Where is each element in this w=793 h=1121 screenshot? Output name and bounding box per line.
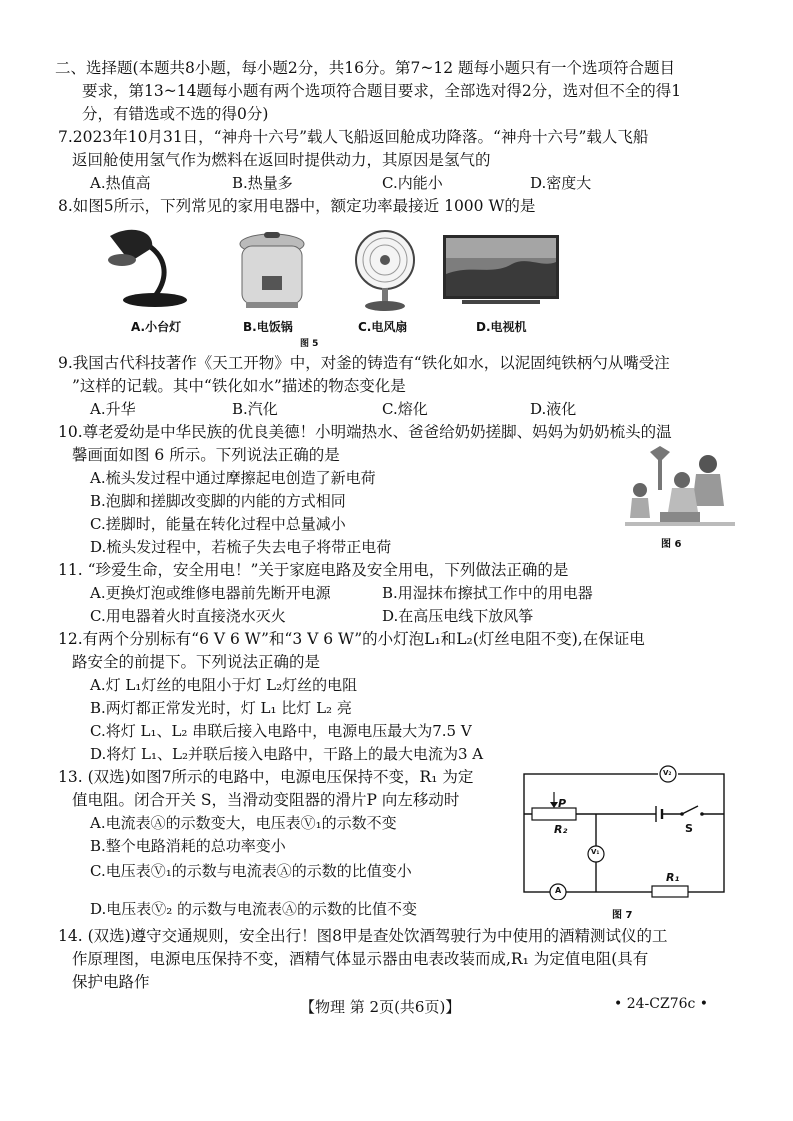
label-a: A (555, 886, 562, 895)
figure-6-label: 图 6 (661, 539, 682, 550)
q13-option-b: B.整个电路消耗的总功率变小 (90, 837, 286, 855)
q11-stem-line-1: 11. “珍爱生命，安全用电！”关于家庭电路及安全用电，下列做法正确的是 (58, 561, 569, 579)
section-title-line-3: 分，有错选或不选的得0分) (82, 105, 269, 123)
q8-stem-line-1: 8.如图5所示，下列常见的家用电器中，额定功率最接近 1000 W的是 (58, 197, 536, 215)
q9-option-c: C.熔化 (382, 400, 428, 418)
q9-stem-line-1: 9.我国古代科技著作《天工开物》中，对釜的铸造有“铁化如水，以泥固纯铁柄勺从嘴受注 (58, 354, 670, 372)
q13-option-a: A.电流表Ⓐ的示数变大，电压表Ⓥ₁的示数不变 (90, 814, 397, 832)
family-illustration-image (620, 442, 740, 528)
q7-option-a: A.热值高 (90, 174, 151, 192)
circuit-diagram-figure-7 (516, 762, 732, 900)
q13-option-c: C.电压表Ⓥ₁的示数与电流表Ⓐ的示数的比值变小 (90, 862, 412, 880)
q10-option-a: A.梳头发过程中通过摩擦起电创造了新电荷 (90, 469, 376, 487)
q12-option-a: A.灯 L₁灯丝的电阻小于灯 L₂灯丝的电阻 (90, 676, 358, 694)
q10-option-d: D.梳头发过程中，若梳子失去电子将带正电荷 (90, 538, 392, 556)
electric-fan-image (350, 228, 420, 312)
section-title-line-2: 要求，第13~14题每小题有两个选项符合题目要求，全部选对得2分，选对但不全的得1 (82, 82, 682, 100)
rheostat-r2-icon (532, 808, 576, 820)
q9-option-d: D.液化 (530, 400, 577, 418)
section-title-line-1: 二、选择题(本题共8小题，每小题2分，共16分。第7~12 题每小题只有一个选项符合题目 (55, 59, 675, 77)
q11-option-c: C.用电器着火时直接浇水灭火 (90, 607, 286, 625)
q8-caption-c: C.电风扇 (358, 320, 408, 334)
q12-option-b: B.两灯都正常发光时，灯 L₁ 比灯 L₂ 亮 (90, 699, 352, 717)
q10-stem-line-1: 10.尊老爱幼是中华民族的优良美德！小明端热水、爸爸给奶奶搓脚、妈妈为奶奶梳头的温 (58, 423, 672, 441)
q7-option-b: B.热量多 (232, 174, 293, 192)
q8-caption-b: B.电饭锅 (243, 320, 293, 334)
q9-option-b: B.汽化 (232, 400, 278, 418)
label-r1: R₁ (666, 871, 680, 884)
figure-7-label: 图 7 (612, 910, 633, 921)
q8-caption-a: A.小台灯 (131, 320, 182, 334)
q11-option-d: D.在高压电线下放风筝 (382, 607, 534, 625)
q13-stem-line-1: 13. (双选)如图7所示的电路中，电源电压保持不变，R₁ 为定 (58, 768, 474, 786)
resistor-r1-icon (652, 886, 688, 897)
q8-caption-d: D.电视机 (476, 320, 527, 334)
label-s: S (685, 822, 693, 835)
q11-option-a: A.更换灯泡或维修电器前先断开电源 (90, 584, 331, 602)
q12-option-d: D.将灯 L₁、L₂并联后接入电路中，干路上的最大电流为3 A (90, 745, 484, 763)
q14-stem-line-1: 14. (双选)遵守交通规则，安全出行！图8甲是查处饮酒驾驶行为中使用的酒精测试仪的工 (58, 927, 668, 945)
label-r2: R₂ (554, 823, 568, 836)
q13-stem-line-2: 值电阻。闭合开关 S，当滑动变阻器的滑片P 向左移动时 (72, 791, 460, 809)
q10-stem-line-2: 馨画面如图 6 所示。下列说法正确的是 (72, 446, 340, 464)
page-footer-code: • 24-CZ76c • (614, 996, 709, 1012)
q7-stem-line-1: 7.2023年10月31日，“神舟十六号”载人飞船返回舱成功降落。“神舟十六号”载人飞船 (58, 128, 649, 146)
television-image (442, 234, 560, 306)
q9-option-a: A.升华 (90, 400, 136, 418)
q9-stem-line-2: ”这样的记载。其中“铁化如水”描述的物态变化是 (72, 377, 406, 395)
label-v1: V₁ (591, 848, 600, 856)
page-footer-center: 【物理 第 2页(共6页)】 (300, 998, 461, 1016)
label-p: P (558, 797, 567, 810)
q14-stem-line-2: 作原理图，电源电压保持不变，酒精气体显示器由电表改装而成,R₁ 为定值电阻(具有 (72, 950, 649, 968)
desk-lamp-image (100, 226, 200, 312)
q7-stem-line-2: 返回舱使用氢气作为燃料在返回时提供动力，其原因是氢气的 (72, 151, 491, 169)
q12-option-c: C.将灯 L₁、L₂ 串联后接入电路中，电源电压最大为7.5 V (90, 722, 472, 740)
figure-5-label: 图 5 (300, 339, 319, 349)
q13-option-d: D.电压表Ⓥ₂ 的示数与电流表Ⓐ的示数的比值不变 (90, 900, 418, 918)
q12-stem-line-2: 路安全的前提下。下列说法正确的是 (72, 653, 321, 671)
q7-option-c: C.内能小 (382, 174, 443, 192)
q11-option-b: B.用湿抹布擦拭工作中的用电器 (382, 584, 593, 602)
q10-option-b: B.泡脚和搓脚改变脚的内能的方式相同 (90, 492, 346, 510)
label-v2: V₂ (663, 769, 672, 777)
q10-option-c: C.搓脚时，能量在转化过程中总量减小 (90, 515, 346, 533)
rice-cooker-image (236, 230, 308, 312)
q14-stem-line-3: 保护电路作 (72, 973, 150, 991)
q12-stem-line-1: 12.有两个分别标有“6 V 6 W”和“3 V 6 W”的小灯泡L₁和L₂(灯丝电阻不变),在保证电 (58, 630, 645, 648)
q7-option-d: D.密度大 (530, 174, 592, 192)
